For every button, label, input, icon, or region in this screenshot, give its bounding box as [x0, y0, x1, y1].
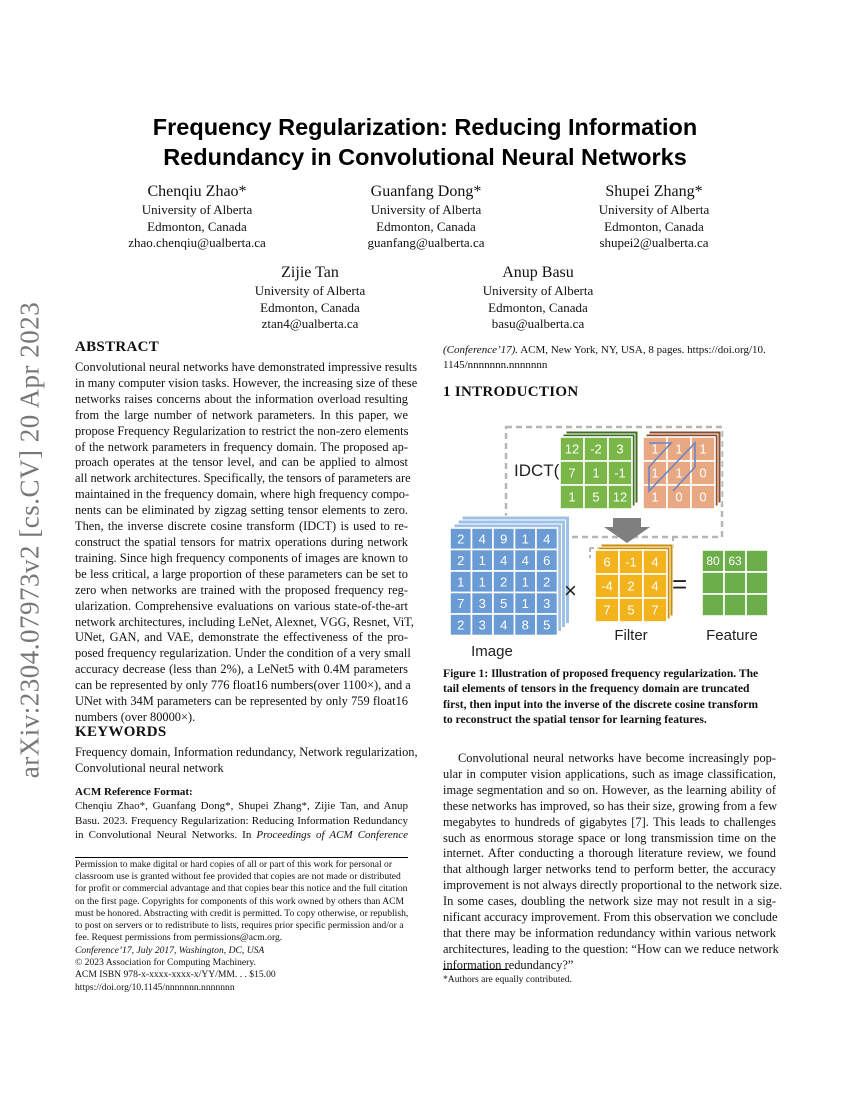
matrix-value: 2 [457, 552, 465, 568]
introduction-line: image segmentation and so on. However, as the learning ability of [443, 782, 776, 797]
matrix-value: 5 [627, 602, 635, 618]
matrix-value: 7 [568, 465, 576, 481]
matrix-value: 8 [521, 617, 529, 633]
abstract-body [75, 360, 418, 726]
matrix-value: 1 [675, 465, 683, 481]
matrix-value: 1 [651, 441, 659, 457]
matrix-value: 1 [699, 441, 707, 457]
author-email: zhao.chenqiu@ualberta.ca [128, 235, 266, 250]
matrix-value: -4 [601, 578, 613, 594]
feature-label: Feature [706, 627, 758, 644]
permission-line: to post on servers or to redistribute to lists, requires prior specific permission and/or a [75, 920, 404, 932]
matrix-value: 6 [603, 554, 611, 570]
figure-caption [443, 666, 776, 728]
feature-value: 63 [728, 554, 742, 568]
acm-reference-body [75, 799, 408, 843]
acm-reference-text: in Convolutional Neural Networks. In [75, 829, 252, 842]
author-email: shupei2@ualberta.ca [599, 235, 709, 250]
times-operator: × [564, 578, 577, 603]
caption-line: first, then input into the inverse of the discrete cosine transform [443, 697, 759, 711]
introduction-line: these networks has improved, so has their size, growing from a few [443, 798, 778, 813]
idct-label: IDCT( [514, 461, 560, 480]
matrix-value: 9 [500, 531, 508, 547]
abstract-line: Convolutional neural networks have demonstrated impressive results [75, 360, 418, 374]
caption-line: Figure 1: Illustration of proposed frequency regularization. The [443, 667, 759, 680]
author-name: Shupei Zhang* [605, 183, 703, 200]
matrix-value: 12 [564, 441, 580, 457]
introduction-line: internet. After conducting a thorough literature review, we found [443, 846, 776, 861]
matrix-value: 5 [592, 489, 600, 505]
matrix-value: 2 [457, 617, 465, 633]
isbn-line: ACM ISBN 978-x-xxxx-xxxx-x/YY/MM. . . $15.00 [75, 969, 276, 981]
introduction-line: megabytes to hundreds of gigabytes [7]. This leads to challenges [443, 814, 776, 829]
caption-line: to reconstruct the spatial tensor for learning features. [443, 713, 707, 727]
acm-reference-italic: (Conference’17). [443, 344, 519, 356]
image-matrix [450, 516, 570, 636]
author-name: Zijie Tan [281, 264, 339, 281]
keywords-line: Frequency domain, Information redundancy, Network regularization, [75, 745, 418, 759]
matrix-value: 1 [478, 574, 486, 590]
permission-line: Permission to make digital or hard copies of all or part of this work for personal or [75, 859, 393, 870]
acm-reference-line: 1145/nnnnnnn.nnnnnnn [443, 358, 548, 371]
matrix-value: 2 [500, 574, 508, 590]
introduction-line: that there may be information redundancy within various network [443, 925, 776, 940]
title-line: Redundancy in Convolutional Neural Networks [163, 144, 687, 170]
matrix-value: 2 [457, 531, 465, 547]
matrix-value: 0 [675, 489, 683, 505]
introduction-line: such as enormous storage space or long transmission time on the [443, 830, 776, 845]
introduction-line: ular in computer vision applications, such as image classification, [443, 766, 776, 781]
abstract-line: posed frequency regularization. Under the condition of a very small [75, 646, 411, 661]
author-affiliation: University of Alberta [141, 202, 253, 217]
abstract-line: zero when networks are trained with the proposed frequency reg- [75, 582, 408, 597]
author-location: Edmonton, Canada [488, 299, 588, 315]
matrix-value: -2 [590, 441, 602, 457]
author-name: Anup Basu [502, 264, 574, 281]
abstract-line: be less critical, a large proportion of these parameters can be set to [75, 566, 408, 581]
author-name: Guanfang Dong* [370, 183, 482, 200]
acm-reference-line: Chenqiu Zhao*, Guanfang Dong*, Shupei Zhang*, Zijie Tan, and Anup [75, 800, 408, 812]
matrix-value: 1 [675, 441, 683, 457]
down-arrow-icon [604, 518, 650, 543]
abstract-line: of the network parameters in frequency domain. The proposed ap- [75, 439, 408, 454]
permission-line: on the first page. Copyrights for components of this work owned by others than ACM [75, 895, 405, 907]
acm-reference-italic: Proceedings of ACM Conference [256, 829, 408, 842]
author-block [423, 263, 653, 333]
introduction-body [443, 751, 783, 974]
author-email: ztan4@ualberta.ca [261, 316, 359, 331]
author-name: Chenqiu Zhao* [147, 183, 247, 200]
footnote: *Authors are equally contributed. [443, 974, 572, 985]
matrix-value: 6 [543, 552, 551, 568]
matrix-cell [746, 572, 768, 594]
matrix-value: 1 [521, 531, 529, 547]
matrix-value: 1 [457, 574, 465, 590]
acm-reference-line [443, 343, 776, 358]
matrix-value: 3 [478, 595, 486, 611]
abstract-line: nents can be eliminated by zigzag setting tensor elements to zero. [75, 503, 408, 518]
matrix-value: 7 [603, 602, 611, 618]
matrix-value: 5 [543, 617, 551, 633]
matrix-value: -1 [614, 465, 626, 481]
matrix-value: 7 [651, 602, 659, 618]
author-affiliation: University of Alberta [598, 202, 710, 217]
orange-matrix [643, 431, 721, 509]
matrix-value: 4 [651, 554, 659, 570]
abstract-line: UNet with 34M parameters can be represented by only 759 float16 [75, 694, 408, 709]
acm-reference-text: ACM, New York, NY, USA, 8 pages. https://doi.org/10. [518, 344, 766, 356]
footnote-rule [75, 857, 408, 858]
acm-reference-line [75, 828, 408, 843]
conference-text: Conference’17, July 2017, Washington, DC, USA [75, 945, 265, 956]
matrix-value: 4 [543, 531, 551, 547]
author-location: Edmonton, Canada [604, 218, 704, 234]
abstract-line: networks raises concerns about the information overload resulting [75, 391, 408, 406]
matrix-value: 1 [651, 489, 659, 505]
author-block [82, 182, 312, 252]
arxiv-id: arXiv:2304.07973v2 [cs.CV] 20 Apr 2023 [14, 301, 45, 779]
feature-value: 80 [706, 554, 720, 568]
abstract-line: maintained in the frequency domain, where high frequency compo- [75, 487, 410, 502]
author-email: basu@ualberta.ca [491, 316, 585, 331]
matrix-cell [702, 572, 724, 594]
matrix-value: 1 [521, 595, 529, 611]
abstract-line: in many computer vision tasks. However, the increasing size of these [75, 375, 418, 390]
figure-illustration [440, 415, 780, 665]
matrix-value: 1 [651, 465, 659, 481]
abstract-line: all network architectures. Specifically, the tensors of parameters are [75, 471, 411, 486]
matrix-value: 1 [568, 489, 576, 505]
matrix-value: 4 [500, 552, 508, 568]
keywords-line: Convolutional neural network [75, 760, 224, 775]
matrix-value: 5 [500, 595, 508, 611]
matrix-value: 0 [699, 465, 707, 481]
introduction-line: that although larger networks tend to perform better, the accuracy [443, 862, 776, 877]
introduction-line: Convolutional neural networks have become increasingly pop- [458, 751, 776, 765]
feature-matrix [702, 550, 768, 616]
introduction-line: architectures, leading to the question: “How can we reduce network [443, 941, 779, 956]
introduction-line: information redundancy?” [443, 957, 574, 972]
matrix-value: 12 [612, 489, 628, 505]
author-block [539, 182, 769, 252]
matrix-value: 3 [478, 617, 486, 633]
author-location: Edmonton, Canada [260, 299, 360, 315]
matrix-value: 1 [592, 465, 600, 481]
arxiv-side-label [6, 280, 54, 800]
abstract-line: propose Frequency Regularization to restrict the non-zero elements [75, 423, 409, 438]
matrix-value: 1 [478, 552, 486, 568]
author-affiliation: University of Alberta [254, 283, 366, 298]
keywords-heading: KEYWORDS [75, 724, 167, 740]
matrix-value: 7 [457, 595, 465, 611]
author-email: guanfang@ualberta.ca [367, 235, 485, 250]
footnote-rule [443, 969, 509, 970]
abstract-line: Then, the inverse discrete cosine transform (IDCT) is used to re- [75, 519, 408, 534]
author-block [311, 182, 541, 252]
introduction-line: In some cases, doubling the network size may not result in a sig- [443, 894, 776, 909]
permission-line: fee. Request permissions from permissions@acm.org. [75, 932, 283, 944]
abstract-line: numbers (over 80000×). [75, 709, 196, 724]
introduction-line: improvement is not always directly proportional to the network size. [443, 878, 783, 893]
equals-operator: = [672, 569, 688, 599]
matrix-value: 0 [699, 489, 707, 505]
title-line: Frequency Regularization: Reducing Information [152, 114, 698, 140]
matrix-cell [724, 594, 746, 616]
acm-reference-line: Basu. 2023. Frequency Regularization: Reducing Information Redundancy [75, 814, 408, 827]
abstract-line: can be represented by only 776 float16 numbers(over 1100×), and a [75, 678, 411, 693]
doi-line: https://doi.org/10.1145/nnnnnnn.nnnnnnn [75, 981, 235, 993]
acm-reference-heading: ACM Reference Format: [75, 786, 193, 798]
matrix-value: 2 [543, 574, 551, 590]
matrix-value: 3 [543, 595, 551, 611]
publication-info [75, 945, 410, 994]
conference-info [75, 945, 410, 957]
paper-title [100, 112, 750, 172]
matrix-value: 4 [478, 531, 486, 547]
author-affiliation: University of Alberta [370, 202, 482, 217]
matrix-value: 4 [521, 552, 529, 568]
matrix-cell [746, 550, 768, 572]
matrix-value: 2 [627, 578, 635, 594]
permission-line: must be honored. Abstracting with credit is permitted. To copy otherwise, or republish, [75, 907, 409, 919]
matrix-value: 4 [651, 578, 659, 594]
author-location: Edmonton, Canada [376, 218, 476, 234]
matrix-value: -1 [625, 554, 637, 570]
permission-line: classroom use is granted without fee provided that copies are not made or distributed [75, 871, 401, 883]
caption-line: tail elements of tensors in the frequency domain are truncated [443, 682, 750, 696]
introduction-heading: 1 INTRODUCTION [443, 384, 579, 400]
author-affiliation: University of Alberta [482, 283, 594, 298]
matrix-cell [702, 594, 724, 616]
matrix-cell [724, 572, 746, 594]
matrix-value: 4 [500, 617, 508, 633]
matrix-value: 1 [521, 574, 529, 590]
introduction-line: nificant accuracy improvement. From this observation we conclude [443, 910, 778, 925]
matrix-cell [746, 594, 768, 616]
image-label: Image [471, 643, 513, 660]
abstract-line: proach operates at the tensor level, and can be applied to almost [75, 455, 408, 470]
permission-notice [75, 859, 410, 944]
abstract-heading: ABSTRACT [75, 339, 160, 355]
abstract-line: ularization. Comprehensive evaluations on various state-of-the-art [75, 598, 408, 613]
abstract-line: UNet, GAN, and VAE, demonstrate the effectiveness of the pro- [75, 630, 408, 645]
abstract-line: training. Since high frequency components of images are known to [75, 550, 408, 565]
abstract-line: accuracy decrease (less than 2%), a LeNet5 with 0.4M parameters [75, 662, 408, 677]
keywords-body [75, 745, 418, 777]
abstract-line: construct the spatial tensors for matrix operations during network [75, 534, 408, 549]
green-matrix [560, 431, 638, 509]
filter-matrix [595, 544, 673, 622]
author-block [195, 263, 425, 333]
copyright-line: © 2023 Association for Computing Machinery. [75, 957, 256, 969]
acm-reference-continued [443, 343, 776, 372]
permission-line: for profit or commercial advantage and that copies bear this notice and the full citation [75, 883, 408, 895]
filter-label: Filter [614, 627, 648, 644]
abstract-line: from the large number of network parameters. In this paper, we [75, 407, 408, 422]
author-location: Edmonton, Canada [147, 218, 247, 234]
matrix-value: 3 [616, 441, 624, 457]
abstract-line: network architectures, including LeNet, Alexnet, VGG, Resnet, ViT, [75, 614, 414, 629]
